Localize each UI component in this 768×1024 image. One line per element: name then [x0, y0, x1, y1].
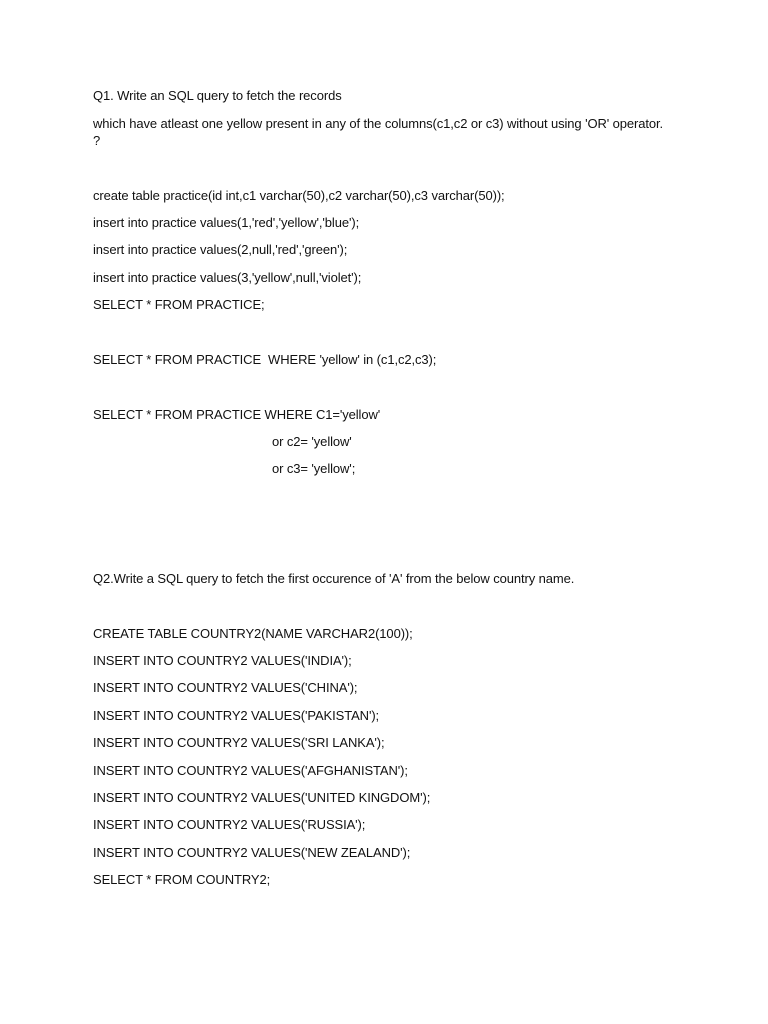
q1-title: Q1. Write an SQL query to fetch the records: [93, 88, 342, 103]
q1-solution-or-line-3: or c3= 'yellow';: [272, 461, 356, 476]
q2-create-table: CREATE TABLE COUNTRY2(NAME VARCHAR2(100));: [93, 626, 413, 641]
q1-select-all: SELECT * FROM PRACTICE;: [93, 297, 265, 312]
q1-insert-1: insert into practice values(1,'red','yellow','blue');: [93, 215, 360, 230]
q2-insert-sri-lanka: INSERT INTO COUNTRY2 VALUES('SRI LANKA');: [93, 735, 385, 750]
q1-solution-or-line-1: SELECT * FROM PRACTICE WHERE C1='yellow': [93, 407, 381, 422]
q1-create-table: create table practice(id int,c1 varchar(50),c2 varchar(50),c3 varchar(50));: [93, 188, 505, 203]
q2-insert-pakistan: INSERT INTO COUNTRY2 VALUES('PAKISTAN');: [93, 708, 380, 723]
q2-insert-china: INSERT INTO COUNTRY2 VALUES('CHINA');: [93, 680, 358, 695]
q1-insert-3: insert into practice values(3,'yellow',null,'violet');: [93, 270, 362, 285]
q2-insert-afghanistan: INSERT INTO COUNTRY2 VALUES('AFGHANISTAN');: [93, 763, 408, 778]
q2-title: Q2.Write a SQL query to fetch the first occurence of 'A' from the below country name.: [93, 571, 575, 586]
q2-insert-new-zealand: INSERT INTO COUNTRY2 VALUES('NEW ZEALAND');: [93, 845, 411, 860]
q1-solution-or-line-2: or c2= 'yellow': [272, 434, 352, 449]
q1-insert-2: insert into practice values(2,null,'red','green');: [93, 242, 348, 257]
q2-insert-india: INSERT INTO COUNTRY2 VALUES('INDIA');: [93, 653, 352, 668]
q2-select-all: SELECT * FROM COUNTRY2;: [93, 872, 271, 887]
q1-description: which have atleast one yellow present in any of the columns(c1,c2 or c3) without using 'OR' operator.: [93, 116, 664, 131]
q1-question-mark: ?: [93, 133, 101, 148]
q2-insert-united-kingdom: INSERT INTO COUNTRY2 VALUES('UNITED KINGDOM');: [93, 790, 431, 805]
q2-insert-russia: INSERT INTO COUNTRY2 VALUES('RUSSIA');: [93, 817, 366, 832]
q1-solution-in: SELECT * FROM PRACTICE WHERE 'yellow' in (c1,c2,c3);: [93, 352, 437, 367]
